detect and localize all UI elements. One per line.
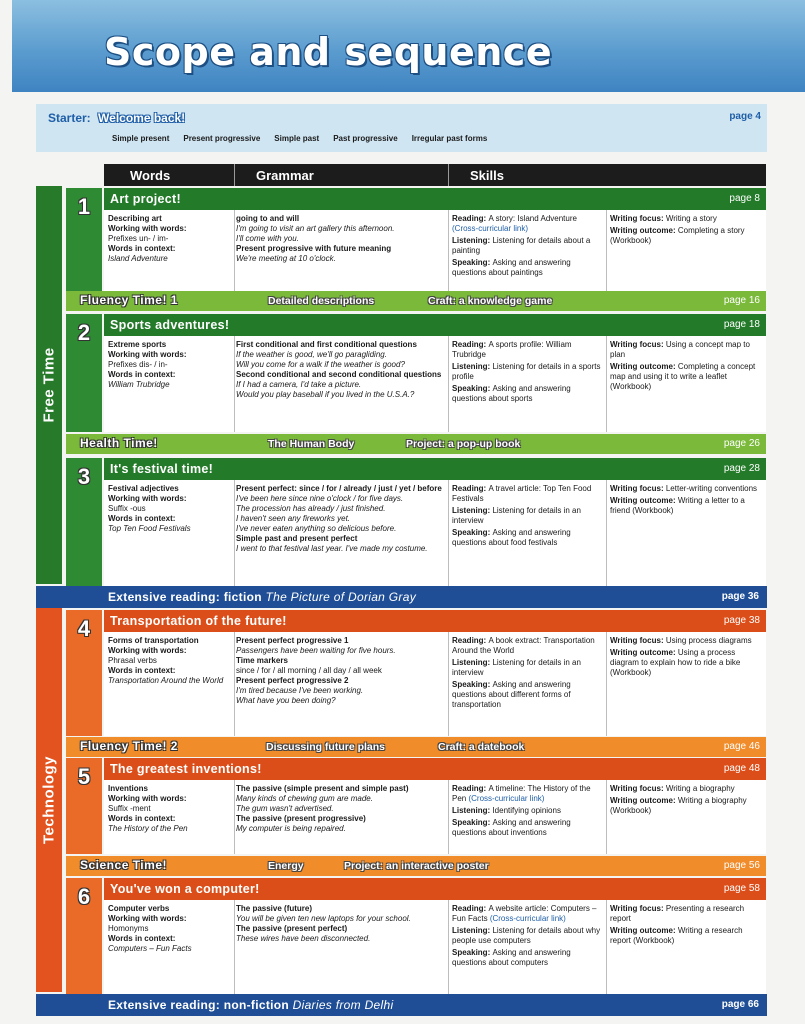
words-line: Working with words: [108,350,187,359]
interlude-activity: Project: an interactive poster [344,860,489,872]
grammar-line: If the weather is good, we'll go paragliding. [236,350,387,359]
skills-cell [452,214,602,280]
words-line: Suffix -ment [108,804,151,813]
words-line: Working with words: [108,224,187,233]
skill-entry: Reading: A book extract: Transportation Around the World [452,636,595,655]
words-cell [108,904,232,954]
words-line: Words in context: [108,814,176,823]
unit-title-bar [104,758,766,780]
unit-title-bar [104,878,766,900]
grammar-line: Present progressive with future meaning [236,244,392,253]
words-line: Describing art [108,214,162,223]
grammar-cell [236,636,446,706]
grammar-line: I went to that festival last year. I've made my costume. [236,544,428,553]
column-divider [448,780,449,854]
column-divider [234,210,235,292]
cross-curricular-link: (Cross-curricular link) [489,914,566,923]
grammar-line: The procession has already / just finished. [236,504,386,513]
skill-label: Listening: [452,506,493,515]
unit-title: Transportation of the future! [110,614,287,628]
column-divider [448,164,449,186]
skill-entry: Speaking: Asking and answering questions about paintings [452,258,571,277]
writing-label: Writing outcome: [610,362,678,371]
extensive-reading-bar [36,586,767,608]
interlude-bar [66,737,766,757]
words-line: Working with words: [108,794,187,803]
words-line: Words in context: [108,370,176,379]
unit-content [104,336,766,432]
skill-label: Reading: [452,340,489,349]
grammar-line: Time markers [236,656,288,665]
column-divider [448,210,449,292]
words-line: Extreme sports [108,340,167,349]
grammar-line: Passengers have been waiting for five hours. [236,646,396,655]
grammar-line: I've been here since nine o'clock / for five days. [236,494,404,503]
writing-cell [610,636,762,680]
grammar-line: If I had a camera, I'd take a picture. [236,380,362,389]
words-line: Island Adventure [108,254,168,263]
grammar-line: What have you been doing? [236,696,336,705]
writing-label: Writing focus: [610,784,666,793]
skill-entry: Speaking: Asking and answering questions about inventions [452,818,571,837]
words-line: Forms of transportation [108,636,199,645]
words-line: William Trubridge [108,380,170,389]
column-divider [448,632,449,736]
unit-title-bar [104,314,766,336]
unit-content [104,210,766,292]
words-line: Words in context: [108,514,176,523]
unit-number: 4 [77,616,91,641]
extensive-reading-label: Extensive reading: non-fiction [108,998,293,1012]
writing-label: Writing outcome: [610,926,678,935]
interlude-activity: Project: a pop-up book [406,438,521,450]
skill-entry: Listening: Listening for details in a sports profile [452,362,601,381]
grammar-line: Second conditional and second conditional questions [236,370,442,379]
writing-entry: Writing focus: Letter-writing conventions [610,484,758,493]
words-cell [108,784,232,834]
column-divider [606,336,607,432]
grammar-line: The gum wasn't advertised. [236,804,334,813]
skill-label: Listening: [452,236,493,245]
writing-entry: Writing outcome: Using a process diagram to explain how to ride a bike (Workbook) [610,648,741,677]
writing-entry: Writing outcome: Completing a story (Workbook) [610,226,745,245]
words-line: Prefixes dis- / in- [108,360,168,369]
words-line: Inventions [108,784,149,793]
skills-cell [452,784,602,840]
words-cell [108,340,232,390]
interlude-bar [66,856,766,876]
skill-label: Reading: [452,214,489,223]
writing-label: Writing outcome: [610,226,678,235]
column-divider [606,480,607,594]
interlude-bar [66,291,766,311]
starter-heading [48,111,185,125]
unit-title: Sports adventures! [110,318,230,332]
interlude-topic: Energy [268,860,304,872]
grammar-line: My computer is being repaired. [236,824,346,833]
writing-entry: Writing focus: Presenting a research report [610,904,745,923]
words-line: Computers – Fun Facts [108,944,192,953]
grammar-cell [236,340,446,400]
section-label: Technology [40,755,58,845]
starter-topics [112,134,487,143]
writing-cell [610,904,762,948]
unit-title-bar [104,188,766,210]
grammar-line: Many kinds of chewing gum are made. [236,794,373,803]
grammar-line: You will be given ten new laptops for your school. [236,914,411,923]
title-banner [12,0,805,92]
skill-label: Speaking: [452,528,493,537]
skill-label: Speaking: [452,258,493,267]
grammar-line: I'm going to visit an art gallery this afternoon. [236,224,395,233]
unit-title: Art project! [110,192,181,206]
grammar-line: The passive (simple present and simple past) [236,784,409,793]
grammar-line: I've never eaten anything so delicious before. [236,524,397,533]
starter-topic: Simple past [274,134,320,143]
cross-curricular-link: (Cross-curricular link) [468,794,545,803]
column-divider [234,480,235,594]
cross-curricular-link: (Cross-curricular link) [452,224,529,233]
unit-number: 5 [77,764,91,789]
skill-label: Reading: [452,636,489,645]
skill-label: Speaking: [452,680,493,689]
column-header [104,164,766,186]
interlude-title: Health Time! [80,436,158,450]
interlude-activity: Craft: a knowledge game [428,295,553,307]
extensive-reading-book: Diaries from Delhi [292,998,394,1012]
interlude-title: Fluency Time! 1 [80,293,178,307]
unit-content [104,632,766,736]
skills-cell [452,340,602,406]
unit-page: page 8 [729,193,760,204]
grammar-line: The passive (present progressive) [236,814,366,823]
grammar-line: Present perfect progressive 2 [236,676,349,685]
column-divider [606,780,607,854]
skill-entry: Reading: A website article: Computers – Fun Facts (Cross-curricular link) [452,904,597,923]
skills-cell [452,636,602,712]
skill-label: Reading: [452,484,489,493]
section-label: Free Time [40,347,58,423]
writing-label: Writing focus: [610,904,666,913]
writing-entry: Writing focus: Using a concept map to plan [610,340,750,359]
words-line: Working with words: [108,646,187,655]
unit-number: 3 [77,464,91,489]
unit-number-badge [66,458,102,594]
skill-entry: Reading: A timeline: The History of the Pen (Cross-curricular link) [452,784,591,803]
unit-page: page 18 [723,319,760,330]
skill-entry: Reading: A travel article: Top Ten Food Festivals [452,484,592,503]
extensive-reading-label: Extensive reading: fiction [108,590,266,604]
extensive-reading-bar [36,994,767,1016]
interlude-topic: The Human Body [268,438,355,450]
words-line: Prefixes un- / im- [108,234,169,243]
skill-entry: Listening: Identifying opinions [452,806,561,815]
grammar-line: Will you come for a walk if the weather is good? [236,360,405,369]
interlude-title: Science Time! [80,858,167,872]
extensive-reading-page: page 36 [721,591,759,602]
writing-label: Writing outcome: [610,648,678,657]
interlude-page: page 56 [723,860,760,871]
writing-entry: Writing outcome: Writing a biography (Workbook) [610,796,747,815]
unit-content [104,480,766,594]
interlude-topic: Detailed descriptions [268,295,375,307]
grammar-cell [236,214,446,264]
skill-entry: Speaking: Asking and answering questions about computers [452,948,571,967]
grammar-cell [236,784,446,834]
unit-number-badge [66,188,102,292]
extensive-reading-title [108,998,393,1012]
writing-entry: Writing outcome: Writing a research report (Workbook) [610,926,743,945]
grammar-line: We're meeting at 10 o'clock. [236,254,336,263]
grammar-line: going to and will [236,214,300,223]
unit-number-badge [66,758,102,854]
interlude-page: page 26 [723,438,760,449]
skills-cell [452,904,602,970]
grammar-line: since / for / all morning / all day / all week [236,666,382,675]
words-line: Suffix -ous [108,504,146,513]
unit-page: page 28 [723,463,760,474]
skill-label: Listening: [452,806,493,815]
unit-title: It's festival time! [110,462,214,476]
writing-entry: Writing outcome: Writing a letter to a friend (Workbook) [610,496,745,515]
starter-topic: Present progressive [183,134,261,143]
extensive-reading-title [108,590,416,604]
words-cell [108,214,232,264]
column-divider [234,632,235,736]
interlude-activity: Craft: a datebook [438,741,525,753]
starter-title: Welcome back! [98,111,186,125]
unit-title-bar [104,458,766,480]
grammar-line: I haven't seen any fireworks yet. [236,514,351,523]
page-title: Scope and sequence [104,30,553,74]
words-line: Working with words: [108,494,187,503]
words-line: Festival adjectives [108,484,179,493]
unit-title: The greatest inventions! [110,762,262,776]
words-line: Words in context: [108,244,176,253]
section-tab-free-time [36,186,62,584]
skill-label: Listening: [452,362,493,371]
unit-number: 2 [77,320,91,345]
skill-label: Speaking: [452,948,493,957]
interlude-title: Fluency Time! 2 [80,739,178,753]
column-divider [448,480,449,594]
unit-title-bar [104,610,766,632]
grammar-line: Present perfect progressive 1 [236,636,349,645]
writing-entry: Writing focus: Writing a biography [610,784,735,793]
unit-content [104,780,766,854]
unit-page: page 38 [723,615,760,626]
words-line: Computer verbs [108,904,170,913]
writing-label: Writing outcome: [610,796,678,805]
column-divider [606,210,607,292]
skill-entry: Speaking: Asking and answering questions about sports [452,384,571,403]
writing-label: Writing focus: [610,340,666,349]
writing-cell [610,784,762,818]
writing-label: Writing focus: [610,214,666,223]
skill-entry: Listening: Listening for details in an interview [452,658,581,677]
starter-unit [36,104,767,152]
starter-topic: Irregular past forms [411,134,488,143]
skill-label: Speaking: [452,818,493,827]
grammar-line: These wires have been disconnected. [236,934,371,943]
words-cell [108,636,232,686]
unit-number-badge [66,314,102,432]
unit-number: 6 [77,884,91,909]
interlude-topic: Discussing future plans [266,741,386,753]
skill-label: Reading: [452,784,489,793]
grammar-line: Would you play baseball if you lived in the U.S.A.? [236,390,415,399]
skill-entry: Reading: A story: Island Adventure (Cross-curricular link) [452,214,577,233]
starter-label: Starter: [48,111,91,125]
words-line: The History of the Pen [108,824,188,833]
skill-entry: Listening: Listening for details in an interview [452,506,581,525]
grammar-cell [236,484,446,554]
writing-entry: Writing focus: Writing a story [610,214,717,223]
unit-title: You've won a computer! [110,882,260,896]
writing-entry: Writing focus: Using process diagrams [610,636,752,645]
column-divider [606,632,607,736]
grammar-line: The passive (future) [236,904,313,913]
grammar-line: The passive (present perfect) [236,924,348,933]
starter-topic: Simple present [112,134,170,143]
unit-number-badge [66,610,102,736]
words-line: Working with words: [108,914,187,923]
words-cell [108,484,232,534]
grammar-line: First conditional and first conditional questions [236,340,417,349]
skills-cell [452,484,602,550]
skill-entry: Reading: A sports profile: William Trubridge [452,340,572,359]
words-line: Words in context: [108,934,176,943]
section-tab-technology [36,608,62,992]
interlude-page: page 46 [723,741,760,752]
skill-entry: Listening: Listening for details about why people use computers [452,926,601,945]
writing-label: Writing focus: [610,484,666,493]
starter-page: page 4 [729,111,761,122]
column-divider [234,900,235,994]
skill-label: Reading: [452,904,489,913]
starter-topic: Past progressive [333,134,398,143]
extensive-reading-book: The Picture of Dorian Gray [265,590,416,604]
skill-label: Speaking: [452,384,493,393]
writing-label: Writing outcome: [610,496,678,505]
column-divider [448,336,449,432]
writing-cell [610,214,762,248]
column-divider [606,900,607,994]
column-divider [234,164,235,186]
interlude-page: page 16 [723,295,760,306]
extensive-reading-page: page 66 [721,999,759,1010]
grammar-line: I'll come with you. [236,234,299,243]
skill-label: Listening: [452,658,493,667]
unit-number-badge [66,878,102,994]
words-line: Transportation Around the World [108,676,224,685]
words-line: Homonyms [108,924,149,933]
column-grammar: Grammar [256,168,314,183]
skill-entry: Listening: Listening for details about a painting [452,236,591,255]
interlude-bar [66,434,766,454]
skill-label: Listening: [452,926,493,935]
column-skills: Skills [470,168,504,183]
skill-entry: Speaking: Asking and answering questions about food festivals [452,528,571,547]
grammar-cell [236,904,446,944]
writing-label: Writing focus: [610,636,666,645]
column-divider [234,336,235,432]
column-divider [234,780,235,854]
unit-number: 1 [77,194,91,219]
unit-page: page 48 [723,763,760,774]
unit-content [104,900,766,994]
words-line: Phrasal verbs [108,656,157,665]
writing-cell [610,484,762,518]
column-words: Words [130,168,171,183]
writing-entry: Writing outcome: Completing a concept map and using it to write a leaflet (Workbook) [610,362,756,391]
words-line: Top Ten Food Festivals [108,524,191,533]
unit-page: page 58 [723,883,760,894]
grammar-line: I'm tired because I've been working. [236,686,364,695]
column-divider [448,900,449,994]
words-line: Words in context: [108,666,176,675]
skill-entry: Speaking: Asking and answering questions about different forms of transportation [452,680,571,709]
grammar-line: Present perfect: since / for / already / just / yet / before [236,484,442,493]
grammar-line: Simple past and present perfect [236,534,358,543]
writing-cell [610,340,762,394]
